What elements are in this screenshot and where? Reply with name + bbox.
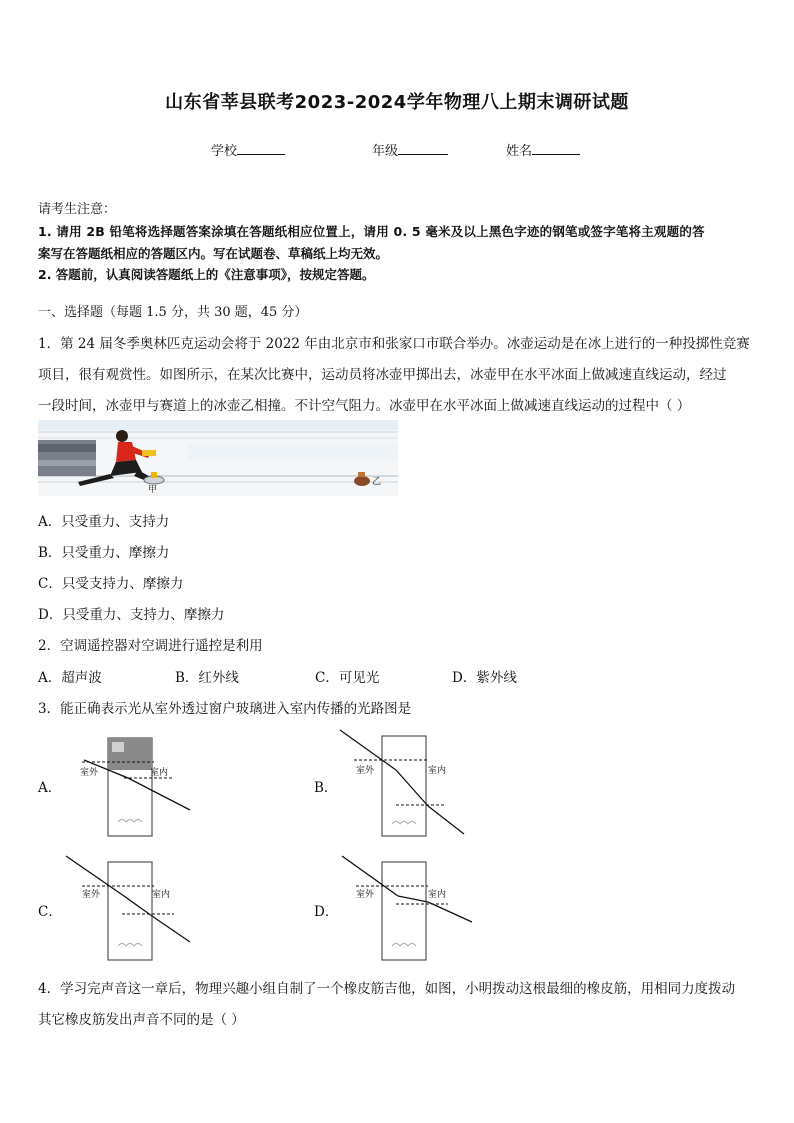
section-heading: 一、选择题（每题 1.5 分，共 30 题，45 分） bbox=[38, 305, 308, 320]
q3-diagram-c[interactable] bbox=[62, 854, 196, 964]
q3c-indoor-label: 室内 bbox=[152, 890, 171, 900]
q3-option-a[interactable]: A． bbox=[38, 780, 62, 796]
notice-heading: 请考生注意： bbox=[38, 202, 117, 217]
name-blank bbox=[532, 142, 580, 155]
q3-diagram-d[interactable] bbox=[336, 854, 476, 964]
q3-option-d[interactable]: D． bbox=[314, 904, 339, 920]
q3b-outdoor-label: 室外 bbox=[356, 766, 375, 776]
notice-item1-line2: 案写在答题纸相应的答题区内。写在试题卷、草稿纸上均无效。 bbox=[38, 246, 389, 261]
q2-option-a[interactable]: A．超声波 bbox=[38, 670, 102, 686]
q2-stem: 2．空调遥控器对空调进行遥控是利用 bbox=[38, 638, 263, 654]
q1-option-b[interactable]: B．只受重力、摩擦力 bbox=[38, 545, 170, 561]
grade-field bbox=[372, 140, 448, 159]
q1-line3: 一段时间，冰壶甲与赛道上的冰壶乙相撞。不计空气阻力。冰壶甲在水平冰面上做减速直线运动的过程中（ ） bbox=[38, 398, 691, 414]
q4-line2: 其它橡皮筋发出声音不同的是（ ） bbox=[38, 1012, 245, 1028]
notice-item2: 2. 答题前，认真阅读答题纸上的《注意事项》，按规定答题。 bbox=[38, 267, 375, 282]
q3-option-b[interactable]: B． bbox=[314, 780, 338, 796]
curling-label-jia: 甲 bbox=[148, 485, 158, 495]
grade-label: 年级 bbox=[372, 144, 399, 159]
q3-stem: 3．能正确表示光从室外透过窗户玻璃进入室内传播的光路图是 bbox=[38, 701, 412, 717]
q2-option-b[interactable]: B．红外线 bbox=[175, 670, 239, 686]
q4-line1: 4．学习完声音这一章后，物理兴趣小组自制了一个橡皮筋吉他，如图，小明拨动这根最细的橡皮筋，用相同力度拨动 bbox=[38, 981, 736, 997]
q1-line1: 1．第 24 届冬季奥林匹克运动会将于 2022 年由北京市和张家口市联合举办。冰壶运动是在冰上进行的一种投掷性竞赛 bbox=[38, 336, 750, 352]
q3a-indoor-label: 室内 bbox=[150, 768, 169, 778]
name-label: 姓名 bbox=[506, 144, 533, 159]
page-title: 山东省莘县联考2023-2024学年物理八上期末调研试题 bbox=[165, 92, 629, 113]
q2-option-c[interactable]: C．可见光 bbox=[315, 670, 380, 686]
q3b-indoor-label: 室内 bbox=[428, 766, 447, 776]
school-blank bbox=[237, 142, 285, 155]
q1-option-d[interactable]: D．只受重力、支持力、摩擦力 bbox=[38, 607, 225, 623]
q2-option-d[interactable]: D．紫外线 bbox=[452, 670, 517, 686]
name-field bbox=[506, 140, 580, 159]
curling-figure bbox=[38, 420, 398, 496]
curling-label-yi: 乙 bbox=[372, 477, 382, 487]
q3-diagram-b[interactable] bbox=[336, 728, 470, 840]
q1-option-c[interactable]: C．只受支持力、摩擦力 bbox=[38, 576, 184, 592]
q3c-outdoor-label: 室外 bbox=[82, 890, 101, 900]
notice-item1-line1: 1. 请用 2B 铅笔将选择题答案涂填在答题纸相应位置上，请用 0. 5 毫米及以上黑色字迹的钢笔或签字笔将主观题的答 bbox=[38, 224, 705, 239]
q1-line2: 项目，很有观赏性。如图所示，在某次比赛中，运动员将冰壶甲掷出去，冰壶甲在水平冰面上做减速直线运动，经过 bbox=[38, 367, 727, 383]
q3d-outdoor-label: 室外 bbox=[356, 890, 375, 900]
q3-option-c[interactable]: C． bbox=[38, 904, 62, 920]
q3-diagram-a[interactable] bbox=[62, 730, 196, 840]
q3a-outdoor-label: 室外 bbox=[80, 768, 99, 778]
q1-option-a[interactable]: A．只受重力、支持力 bbox=[38, 514, 170, 530]
q3d-indoor-label: 室内 bbox=[428, 890, 447, 900]
grade-blank bbox=[398, 142, 448, 155]
school-label: 学校 bbox=[211, 144, 238, 159]
school-field bbox=[211, 140, 285, 159]
